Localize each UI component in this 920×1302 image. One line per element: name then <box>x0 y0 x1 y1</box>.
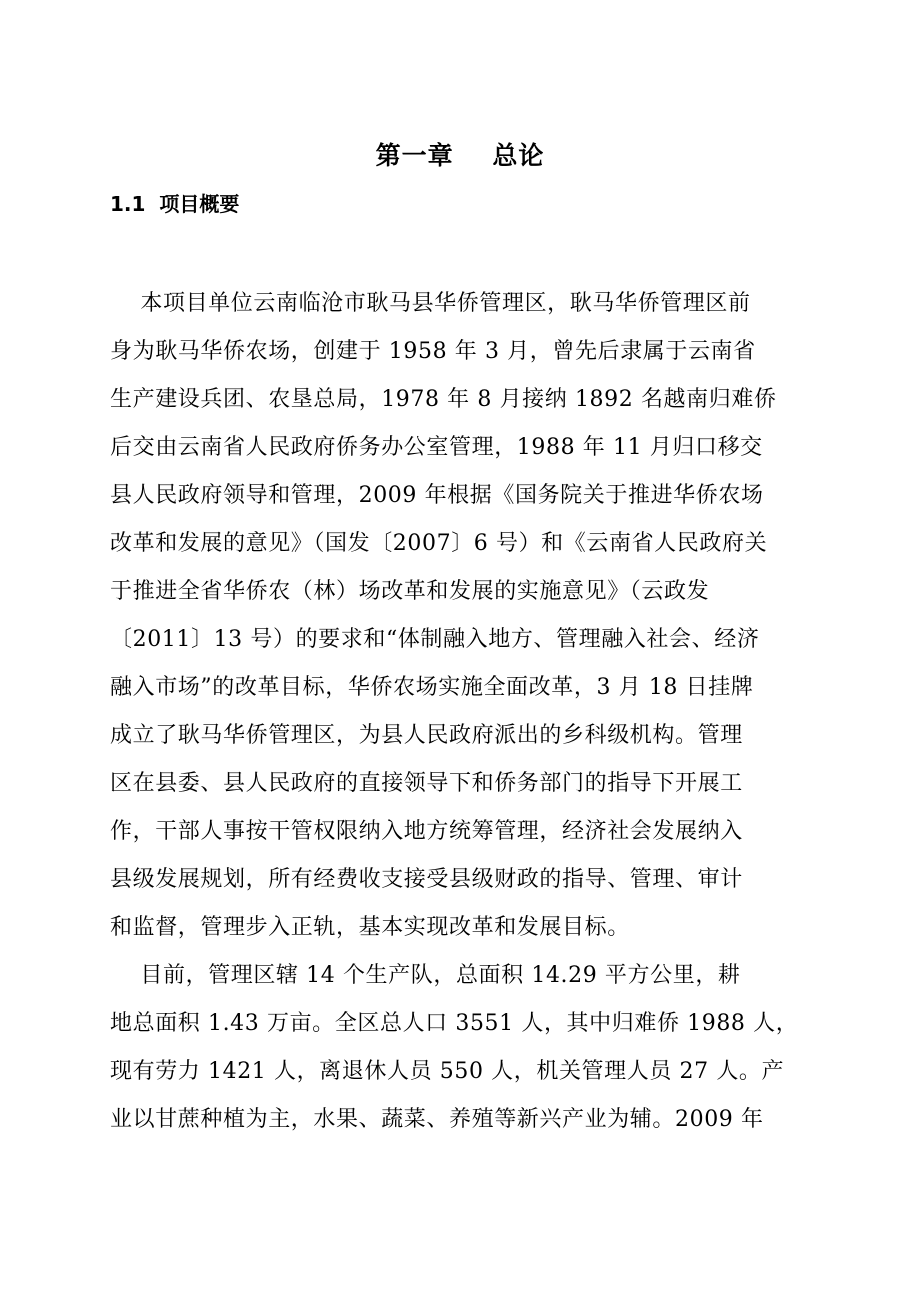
paragraph-line: 县人民政府领导和管理，2009 年根据《国务院关于推进华侨农场 <box>110 483 764 508</box>
section-title: 1.1 项目概要 <box>110 192 240 216</box>
paragraph-1 <box>110 280 810 952</box>
paragraph-line: 地总面积 1.43 万亩。全区总人口 3551 人，其中归难侨 1988 人， <box>110 1011 799 1036</box>
paragraph-line: 和监督，管理步入正轨，基本实现改革和发展目标。 <box>110 915 630 940</box>
paragraph-line: 区在县委、县人民政府的直接领导下和侨务部门的指导下开展工 <box>110 771 743 796</box>
paragraph-line: 现有劳力 1421 人，离退休人员 550 人，机关管理人员 27 人。产 <box>110 1059 785 1084</box>
paragraph-line: 生产建设兵团、农垦总局，1978 年 8 月接纳 1892 名越南归难侨 <box>110 387 777 412</box>
paragraph-line: 县级发展规划，所有经费收支接受县级财政的指导、管理、审计 <box>110 867 743 892</box>
paragraph-line: 身为耿马华侨农场，创建于 1958 年 3 月，曾先后隶属于云南省 <box>110 339 756 364</box>
paragraph-line: 本项目单位云南临沧市耿马县华侨管理区，耿马华侨管理区前 <box>110 291 751 316</box>
paragraph-line: 融入市场”的改革目标，华侨农场实施全面改革，3 月 18 日挂牌 <box>110 675 754 700</box>
paragraph-line: 于推进全省华侨农（林）场改革和发展的实施意见》（云政发 <box>110 579 710 604</box>
chapter-title: 第一章 总论 <box>375 141 545 170</box>
paragraph-line: 成立了耿马华侨管理区，为县人民政府派出的乡科级机构。管理 <box>110 723 743 748</box>
paragraph-line: 后交由云南省人民政府侨务办公室管理，1988 年 11 月归口移交 <box>110 435 763 460</box>
paragraph-line: 业以甘蔗种植为主，水果、蔬菜、养殖等新兴产业为辅。2009 年 <box>110 1107 764 1132</box>
paragraph-line: 改革和发展的意见》（国发〔2007〕6 号）和《云南省人民政府关 <box>110 531 768 556</box>
paragraph-line: 目前，管理区辖 14 个生产队，总面积 14.29 平方公里，耕 <box>110 963 741 988</box>
paragraph-2 <box>110 952 810 1144</box>
paragraph-line: 作，干部人事按干管权限纳入地方统筹管理，经济社会发展纳入 <box>110 819 743 844</box>
paragraph-line: 〔2011〕13 号）的要求和“体制融入地方、管理融入社会、经济 <box>110 627 760 652</box>
